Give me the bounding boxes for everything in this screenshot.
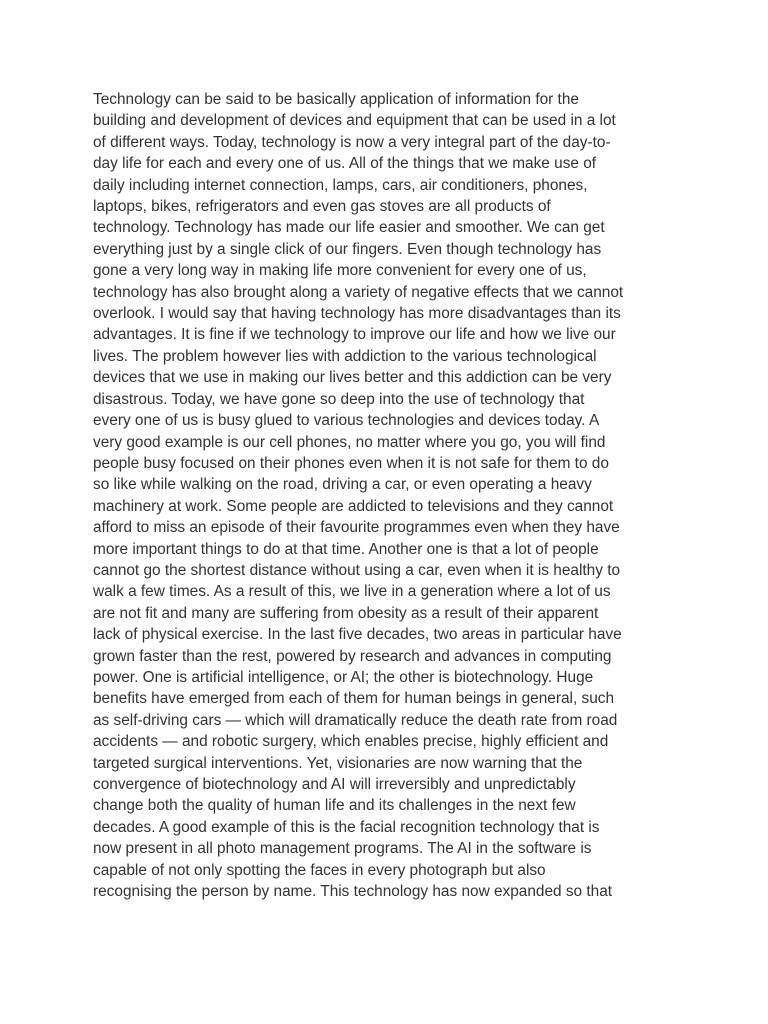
text-line: walk a few times. As a result of this, we live in a generation where a lot of us xyxy=(93,583,611,601)
text-line: machinery at work. Some people are addicted to televisions and they cannot xyxy=(93,497,614,515)
text-line: grown faster than the rest, powered by research and advances in computing xyxy=(93,647,612,665)
text-line: laptops, bikes, refrigerators and even gas stoves are all products of xyxy=(93,198,551,216)
text-line: devices that we use in making our lives better and this addiction can be very xyxy=(93,369,612,387)
text-line: so like while walking on the road, driving a car, or even operating a heavy xyxy=(93,476,592,494)
text-line: lack of physical exercise. In the last five decades, two areas in particular have xyxy=(93,626,622,644)
text-line: accidents — and robotic surgery, which enables precise, highly efficient and xyxy=(93,733,609,751)
text-line: very good example is our cell phones, no matter where you go, you will find xyxy=(93,433,606,451)
text-line: cannot go the shortest distance without using a car, even when it is healthy to xyxy=(93,561,621,579)
text-line: change both the quality of human life and its challenges in the next few xyxy=(93,797,576,815)
text-line: as self-driving cars — which will dramatically reduce the death rate from road xyxy=(93,711,618,729)
text-line: disastrous. Today, we have gone so deep into the use of technology that xyxy=(93,390,585,408)
body-paragraph xyxy=(93,89,683,902)
text-line: targeted surgical interventions. Yet, visionaries are now warning that the xyxy=(93,754,583,772)
text-line: building and development of devices and equipment that can be used in a lot xyxy=(93,112,616,130)
text-line: daily including internet connection, lamps, cars, air conditioners, phones, xyxy=(93,176,588,194)
text-line: recognising the person by name. This technology has now expanded so that xyxy=(93,883,613,901)
text-line: gone a very long way in making life more convenient for every one of us, xyxy=(93,262,587,280)
text-line: are not fit and many are suffering from obesity as a result of their apparent xyxy=(93,604,599,622)
text-line: of different ways. Today, technology is now a very integral part of the day-to- xyxy=(93,133,611,151)
text-line: benefits have emerged from each of them for human beings in general, such xyxy=(93,690,615,708)
text-line: Technology can be said to be basically application of information for the xyxy=(93,91,579,108)
text-line: capable of not only spotting the faces in every photograph but also xyxy=(93,861,546,879)
text-line: now present in all photo management programs. The AI in the software is xyxy=(93,840,592,858)
text-line: technology has also brought along a variety of negative effects that we cannot xyxy=(93,283,624,301)
text-line: power. One is artificial intelligence, or AI; the other is biotechnology. Huge xyxy=(93,668,594,686)
text-line: overlook. I would say that having technology has more disadvantages than its xyxy=(93,305,621,323)
text-line: technology. Technology has made our life easier and smoother. We can get xyxy=(93,219,605,237)
text-line: convergence of biotechnology and AI will irreversibly and unpredictably xyxy=(93,776,576,793)
text-line: people busy focused on their phones even when it is not safe for them to do xyxy=(93,454,609,472)
text-line: decades. A good example of this is the facial recognition technology that is xyxy=(93,818,600,836)
text-line: day life for each and every one of us. All of the things that we make use of xyxy=(93,155,597,173)
text-line: more important things to do at that time. Another one is that a lot of people xyxy=(93,540,599,558)
text-line: advantages. It is fine if we technology to improve our life and how we live our xyxy=(93,326,616,344)
text-line: lives. The problem however lies with addiction to the various technological xyxy=(93,347,597,365)
text-line: everything just by a single click of our fingers. Even though technology has xyxy=(93,240,602,258)
text-line: every one of us is busy glued to various technologies and devices today. A xyxy=(93,412,600,430)
text-line: afford to miss an episode of their favourite programmes even when they have xyxy=(93,519,620,537)
